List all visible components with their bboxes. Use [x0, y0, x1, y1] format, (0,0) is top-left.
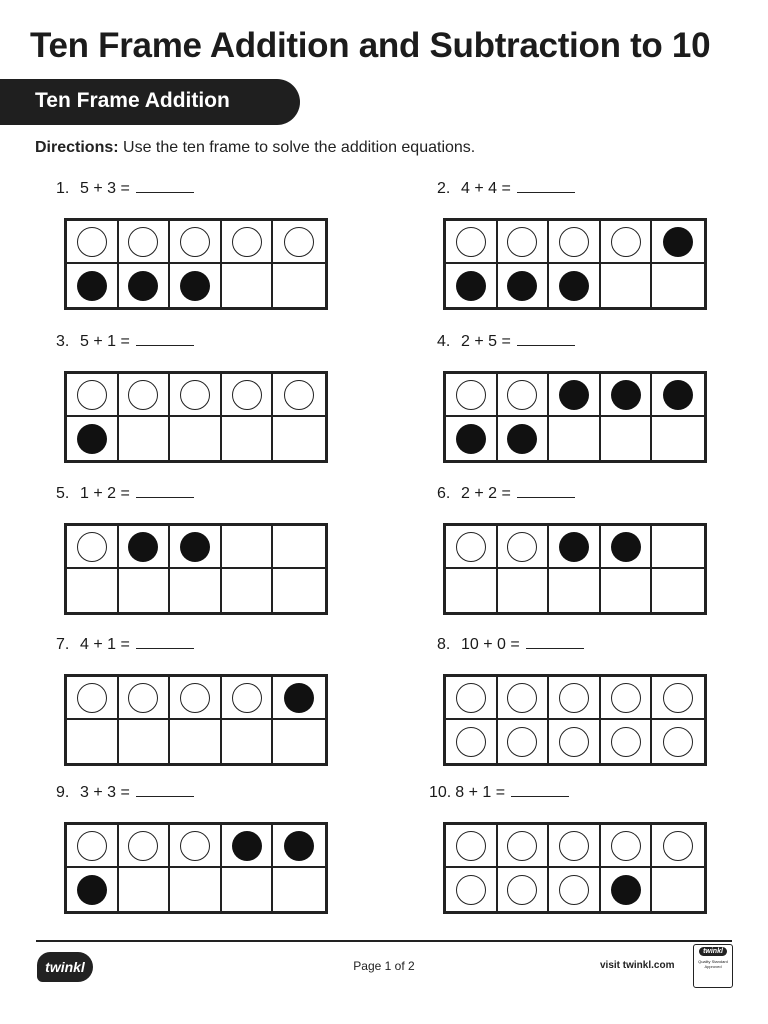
empty-counter-icon [663, 727, 693, 757]
empty-counter-icon [611, 831, 641, 861]
ten-frame-cell [222, 374, 274, 417]
ten-frame-cell [601, 264, 653, 307]
filled-counter-icon [663, 227, 693, 257]
ten-frame-cell [170, 417, 222, 460]
empty-counter-icon [128, 683, 158, 713]
ten-frame-cell [446, 825, 498, 868]
empty-counter-icon [456, 831, 486, 861]
page-number: Page 1 of 2 [353, 959, 415, 973]
ten-frame-cell [549, 677, 601, 720]
answer-blank[interactable] [136, 192, 194, 193]
ten-frame-cell [119, 569, 171, 612]
answer-blank[interactable] [136, 648, 194, 649]
ten-frame-cell [498, 526, 550, 569]
empty-counter-icon [456, 380, 486, 410]
directions-label: Directions: [35, 139, 119, 156]
ten-frame-cell [652, 569, 704, 612]
answer-blank[interactable] [136, 497, 194, 498]
empty-counter-icon [180, 831, 210, 861]
ten-frame-cell [549, 374, 601, 417]
ten-frame-cell [652, 264, 704, 307]
ten-frame-3 [64, 371, 328, 463]
empty-counter-icon [284, 380, 314, 410]
problem-number: 5. [56, 485, 70, 502]
ten-frame-cell [170, 221, 222, 264]
ten-frame-cell [498, 825, 550, 868]
answer-blank[interactable] [136, 345, 194, 346]
section-banner [0, 79, 300, 125]
ten-frame-cell [222, 264, 274, 307]
empty-counter-icon [507, 380, 537, 410]
page-title: Ten Frame Addition and Subtraction to 10 [30, 26, 711, 65]
ten-frame-cell [549, 417, 601, 460]
empty-counter-icon [507, 875, 537, 905]
ten-frame-cell [119, 374, 171, 417]
filled-counter-icon [507, 271, 537, 301]
ten-frame-9 [64, 822, 328, 914]
empty-counter-icon [611, 227, 641, 257]
problem-number: 9. [56, 784, 70, 801]
filled-counter-icon [180, 271, 210, 301]
filled-counter-icon [77, 424, 107, 454]
empty-counter-icon [180, 380, 210, 410]
ten-frame-cell [222, 569, 274, 612]
ten-frame-cell [652, 417, 704, 460]
directions [35, 139, 475, 157]
ten-frame-cell [119, 868, 171, 911]
empty-counter-icon [611, 727, 641, 757]
empty-counter-icon [559, 227, 589, 257]
ten-frame-cell [67, 868, 119, 911]
ten-frame-cell [652, 374, 704, 417]
ten-frame-cell [446, 677, 498, 720]
ten-frame-cell [498, 677, 550, 720]
ten-frame-cell [498, 569, 550, 612]
equation-9 [56, 784, 194, 802]
ten-frame-cell [67, 569, 119, 612]
answer-blank[interactable] [517, 497, 575, 498]
filled-counter-icon [559, 271, 589, 301]
ten-frame-cell [222, 417, 274, 460]
problem-number: 8. [437, 636, 451, 653]
equation-text: 1 + 2 = [80, 485, 130, 502]
equation-text: 5 + 1 = [80, 333, 130, 350]
ten-frame-cell [601, 677, 653, 720]
section-title: Ten Frame Addition [35, 89, 230, 112]
equation-text: 5 + 3 = [80, 180, 130, 197]
filled-counter-icon [507, 424, 537, 454]
empty-counter-icon [284, 227, 314, 257]
problem-number: 2. [437, 180, 451, 197]
badge-logo: twinkl [699, 947, 727, 956]
empty-counter-icon [559, 875, 589, 905]
empty-counter-icon [180, 227, 210, 257]
ten-frame-cell [273, 221, 325, 264]
equation-text: 4 + 1 = [80, 636, 130, 653]
ten-frame-cell [549, 264, 601, 307]
ten-frame-cell [498, 720, 550, 763]
ten-frame-2 [443, 218, 707, 310]
empty-counter-icon [77, 532, 107, 562]
ten-frame-cell [170, 374, 222, 417]
equation-1 [56, 180, 194, 198]
problem-number: 10. [429, 784, 452, 801]
ten-frame-cell [273, 417, 325, 460]
ten-frame-cell [170, 720, 222, 763]
ten-frame-cell [498, 264, 550, 307]
ten-frame-cell [67, 825, 119, 868]
problem-number: 6. [437, 485, 451, 502]
quality-standard-badge [693, 944, 733, 988]
ten-frame-cell [273, 264, 325, 307]
ten-frame-cell [652, 221, 704, 264]
empty-counter-icon [507, 683, 537, 713]
ten-frame-cell [67, 264, 119, 307]
filled-counter-icon [456, 271, 486, 301]
answer-blank[interactable] [517, 345, 575, 346]
empty-counter-icon [507, 831, 537, 861]
empty-counter-icon [611, 683, 641, 713]
visit-link[interactable]: visit twinkl.com [600, 960, 675, 971]
ten-frame-cell [601, 868, 653, 911]
ten-frame-cell [119, 417, 171, 460]
ten-frame-cell [170, 569, 222, 612]
problem-number: 1. [56, 180, 70, 197]
equation-text: 2 + 5 = [461, 333, 511, 350]
ten-frame-cell [549, 221, 601, 264]
empty-counter-icon [559, 831, 589, 861]
ten-frame-cell [222, 677, 274, 720]
ten-frame-cell [601, 825, 653, 868]
ten-frame-cell [652, 720, 704, 763]
ten-frame-cell [549, 569, 601, 612]
ten-frame-cell [273, 569, 325, 612]
ten-frame-cell [119, 221, 171, 264]
ten-frame-cell [549, 526, 601, 569]
filled-counter-icon [663, 380, 693, 410]
empty-counter-icon [456, 727, 486, 757]
filled-counter-icon [284, 831, 314, 861]
ten-frame-7 [64, 674, 328, 766]
ten-frame-cell [119, 825, 171, 868]
equation-text: 4 + 4 = [461, 180, 511, 197]
ten-frame-cell [446, 374, 498, 417]
empty-counter-icon [77, 831, 107, 861]
ten-frame-cell [549, 825, 601, 868]
filled-counter-icon [559, 532, 589, 562]
ten-frame-5 [64, 523, 328, 615]
ten-frame-cell [273, 825, 325, 868]
equation-2 [437, 180, 575, 198]
ten-frame-cell [601, 417, 653, 460]
ten-frame-cell [446, 569, 498, 612]
ten-frame-cell [498, 417, 550, 460]
ten-frame-cell [273, 526, 325, 569]
answer-blank[interactable] [136, 796, 194, 797]
ten-frame-cell [273, 868, 325, 911]
filled-counter-icon [284, 683, 314, 713]
ten-frame-cell [652, 677, 704, 720]
problem-number: 3. [56, 333, 70, 350]
ten-frame-cell [446, 526, 498, 569]
ten-frame-8 [443, 674, 707, 766]
empty-counter-icon [507, 727, 537, 757]
ten-frame-cell [170, 868, 222, 911]
ten-frame-cell [446, 221, 498, 264]
badge-text: Quality Standard Approved [698, 959, 728, 969]
empty-counter-icon [456, 683, 486, 713]
ten-frame-cell [498, 868, 550, 911]
ten-frame-6 [443, 523, 707, 615]
empty-counter-icon [77, 227, 107, 257]
empty-counter-icon [507, 227, 537, 257]
equation-text: 10 + 0 = [461, 636, 520, 653]
filled-counter-icon [128, 271, 158, 301]
ten-frame-cell [222, 825, 274, 868]
equation-4 [437, 333, 575, 351]
ten-frame-cell [652, 526, 704, 569]
filled-counter-icon [456, 424, 486, 454]
ten-frame-cell [498, 374, 550, 417]
ten-frame-1 [64, 218, 328, 310]
equation-6 [437, 485, 575, 503]
empty-counter-icon [559, 683, 589, 713]
filled-counter-icon [559, 380, 589, 410]
ten-frame-cell [119, 264, 171, 307]
ten-frame-cell [446, 720, 498, 763]
filled-counter-icon [180, 532, 210, 562]
ten-frame-cell [170, 264, 222, 307]
ten-frame-cell [446, 417, 498, 460]
ten-frame-cell [222, 720, 274, 763]
answer-blank[interactable] [511, 796, 569, 797]
equation-5 [56, 485, 194, 503]
ten-frame-cell [498, 221, 550, 264]
problem-number: 4. [437, 333, 451, 350]
equation-10 [429, 784, 569, 802]
ten-frame-cell [601, 374, 653, 417]
equation-text: 2 + 2 = [461, 485, 511, 502]
ten-frame-cell [273, 374, 325, 417]
empty-counter-icon [128, 831, 158, 861]
footer-divider [36, 940, 732, 942]
equation-text: 8 + 1 = [455, 784, 506, 801]
ten-frame-cell [273, 720, 325, 763]
filled-counter-icon [232, 831, 262, 861]
ten-frame-cell [119, 720, 171, 763]
ten-frame-cell [222, 868, 274, 911]
ten-frame-cell [67, 677, 119, 720]
ten-frame-cell [67, 374, 119, 417]
empty-counter-icon [663, 831, 693, 861]
ten-frame-cell [67, 526, 119, 569]
empty-counter-icon [180, 683, 210, 713]
ten-frame-cell [601, 569, 653, 612]
ten-frame-4 [443, 371, 707, 463]
equation-3 [56, 333, 194, 351]
ten-frame-cell [601, 720, 653, 763]
empty-counter-icon [77, 683, 107, 713]
problem-number: 7. [56, 636, 70, 653]
ten-frame-cell [273, 677, 325, 720]
ten-frame-cell [119, 526, 171, 569]
ten-frame-cell [170, 825, 222, 868]
filled-counter-icon [611, 532, 641, 562]
empty-counter-icon [456, 875, 486, 905]
ten-frame-cell [652, 868, 704, 911]
filled-counter-icon [611, 875, 641, 905]
answer-blank[interactable] [526, 648, 584, 649]
ten-frame-cell [222, 526, 274, 569]
ten-frame-cell [67, 417, 119, 460]
ten-frame-cell [601, 526, 653, 569]
ten-frame-cell [67, 720, 119, 763]
ten-frame-10 [443, 822, 707, 914]
ten-frame-cell [170, 677, 222, 720]
empty-counter-icon [77, 380, 107, 410]
empty-counter-icon [507, 532, 537, 562]
ten-frame-cell [67, 221, 119, 264]
directions-text: Use the ten frame to solve the addition equations. [118, 139, 476, 156]
filled-counter-icon [77, 875, 107, 905]
ten-frame-cell [446, 868, 498, 911]
twinkl-logo-text: twinkl [45, 959, 85, 975]
ten-frame-cell [601, 221, 653, 264]
ten-frame-cell [446, 264, 498, 307]
filled-counter-icon [128, 532, 158, 562]
ten-frame-cell [549, 720, 601, 763]
filled-counter-icon [77, 271, 107, 301]
empty-counter-icon [456, 227, 486, 257]
empty-counter-icon [128, 227, 158, 257]
empty-counter-icon [232, 380, 262, 410]
equation-7 [56, 636, 194, 654]
empty-counter-icon [559, 727, 589, 757]
equation-text: 3 + 3 = [80, 784, 130, 801]
empty-counter-icon [232, 683, 262, 713]
empty-counter-icon [128, 380, 158, 410]
empty-counter-icon [456, 532, 486, 562]
filled-counter-icon [611, 380, 641, 410]
ten-frame-cell [549, 868, 601, 911]
empty-counter-icon [232, 227, 262, 257]
equation-8 [437, 636, 584, 654]
ten-frame-cell [170, 526, 222, 569]
ten-frame-cell [652, 825, 704, 868]
answer-blank[interactable] [517, 192, 575, 193]
ten-frame-cell [222, 221, 274, 264]
ten-frame-cell [119, 677, 171, 720]
empty-counter-icon [663, 683, 693, 713]
